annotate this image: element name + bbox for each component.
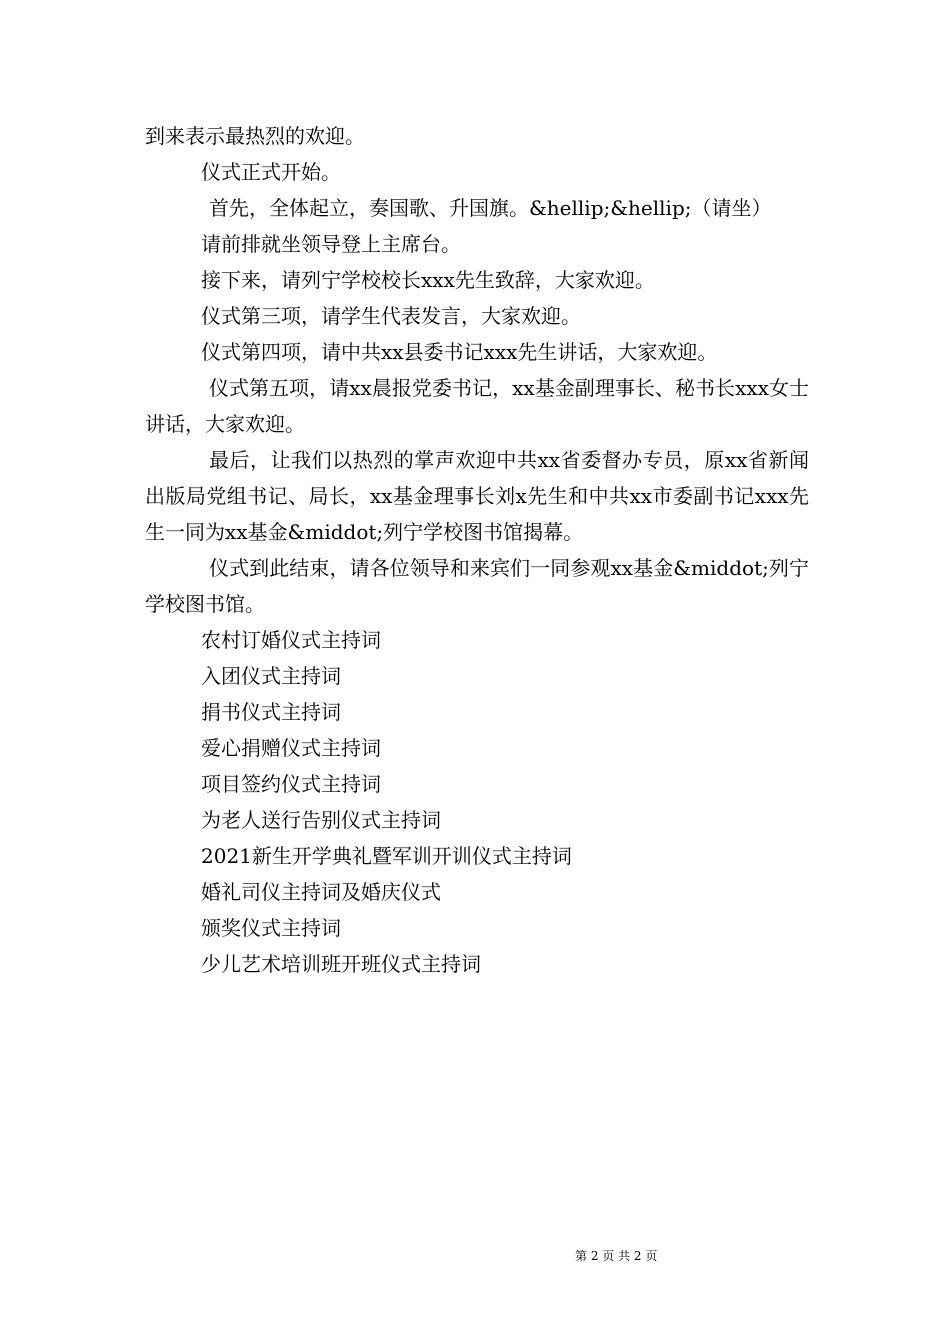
related-title-item[interactable]: 项目签约仪式主持词 — [201, 772, 381, 796]
related-title-item[interactable]: 入团仪式主持词 — [201, 664, 341, 688]
page-number-label: 第 2 页 共 2 页 — [575, 1249, 658, 1263]
paragraph-student-speech: 仪式第三项，请学生代表发言，大家欢迎。 — [201, 304, 581, 328]
paragraph-principal-speech: 接下来，请列宁学校校长xxx先生致辞，大家欢迎。 — [201, 268, 655, 292]
paragraph-unveiling: 最后，让我们以热烈的掌声欢迎中共xx省委督办专员，原xx省新闻出版局党组书记、局长，xx基金理事长刘x先生和中共xx市委副书记xxx先生一同为xx基金&middot;列宁学校图书馆揭幕。 — [145, 448, 809, 544]
paragraph-leaders-stage: 请前排就坐领导登上主席台。 — [201, 232, 461, 256]
related-title-item[interactable]: 爱心捐赠仪式主持词 — [201, 736, 381, 760]
related-title-item[interactable]: 少儿艺术培训班开班仪式主持词 — [201, 952, 481, 976]
related-title-item[interactable]: 2021新生开学典礼暨军训开训仪式主持词 — [201, 844, 572, 868]
related-title-item[interactable]: 婚礼司仪主持词及婚庆仪式 — [201, 880, 441, 904]
related-title-item[interactable]: 为老人送行告别仪式主持词 — [201, 808, 441, 832]
paragraph-ceremony-start: 仪式正式开始。 — [201, 160, 341, 184]
related-title-item[interactable]: 农村订婚仪式主持词 — [201, 628, 381, 652]
paragraph-continuation: 到来表示最热烈的欢迎。 — [145, 124, 365, 148]
related-titles-list — [145, 622, 809, 982]
related-title-item[interactable]: 颁奖仪式主持词 — [201, 916, 341, 940]
paragraph-county-secretary: 仪式第四项，请中共xx县委书记xxx先生讲话，大家欢迎。 — [201, 340, 718, 364]
related-title-item[interactable]: 捐书仪式主持词 — [201, 700, 341, 724]
page-footer — [0, 1248, 950, 1264]
document-body — [145, 118, 809, 982]
paragraph-ceremony-end: 仪式到此结束，请各位领导和来宾们一同参观xx基金&middot;列宁学校图书馆。 — [145, 556, 809, 616]
paragraph-national-anthem: 首先，全体起立，奏国歌、升国旗。&hellip;&hellip;（请坐） — [209, 196, 772, 220]
paragraph-fund-vice-chair: 仪式第五项，请xx晨报党委书记，xx基金副理事长、秘书长xxx女士讲话，大家欢迎。 — [145, 376, 809, 436]
